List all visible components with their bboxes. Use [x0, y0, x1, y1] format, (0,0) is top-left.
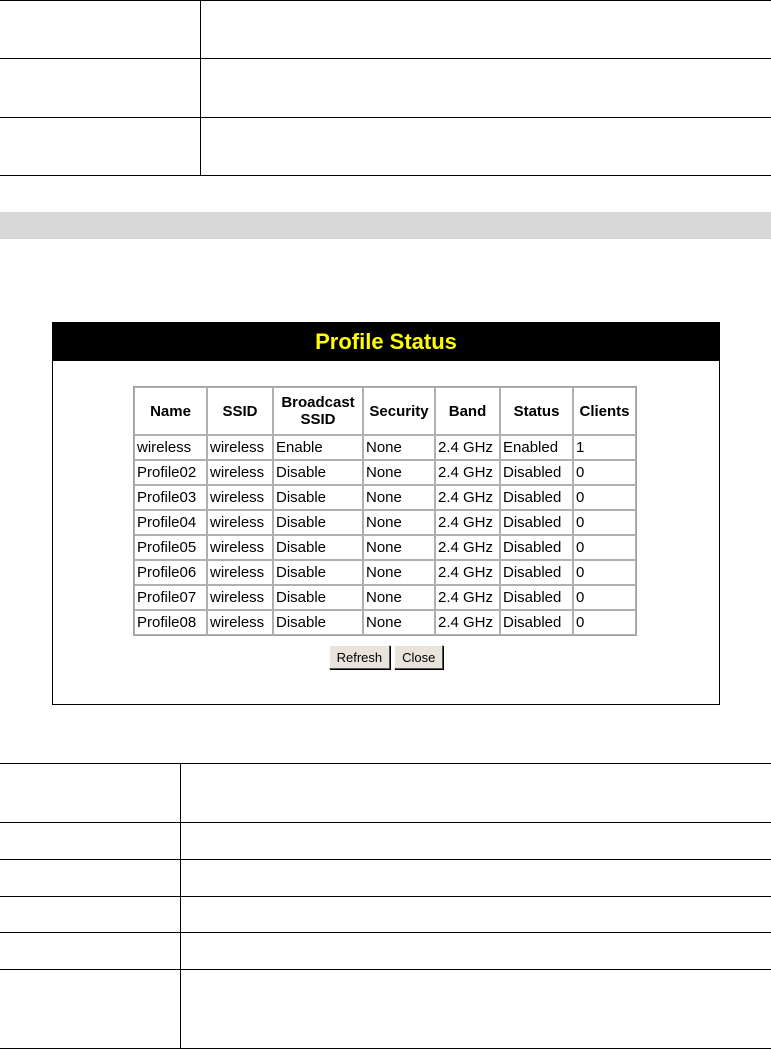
cell-broadcast-ssid: Disable [273, 585, 363, 610]
cell-status: Disabled [500, 485, 573, 510]
cell-band: 2.4 GHz [435, 560, 500, 585]
cell-name: Profile02 [134, 460, 207, 485]
divider [0, 0, 771, 1]
cell-name: Profile07 [134, 585, 207, 610]
column-header-ssid: SSID [207, 387, 273, 435]
cell-broadcast-ssid: Disable [273, 560, 363, 585]
divider [0, 969, 771, 970]
cell-name: Profile06 [134, 560, 207, 585]
cell-security: None [363, 435, 435, 460]
cell-security: None [363, 510, 435, 535]
cell-broadcast-ssid: Disable [273, 610, 363, 635]
divider [0, 896, 771, 897]
cell-band: 2.4 GHz [435, 610, 500, 635]
cell-status: Disabled [500, 535, 573, 560]
cell-band: 2.4 GHz [435, 585, 500, 610]
cell-security: None [363, 560, 435, 585]
column-header-name: Name [134, 387, 207, 435]
cell-ssid: wireless [207, 510, 273, 535]
cell-broadcast-ssid: Disable [273, 460, 363, 485]
column-header-status: Status [500, 387, 573, 435]
column-divider [180, 763, 181, 1049]
cell-status: Disabled [500, 610, 573, 635]
cell-band: 2.4 GHz [435, 535, 500, 560]
cell-name: Profile05 [134, 535, 207, 560]
cell-clients: 0 [573, 610, 636, 635]
close-button[interactable]: Close [394, 645, 443, 669]
table-row [134, 485, 636, 510]
table-row [134, 460, 636, 485]
cell-ssid: wireless [207, 585, 273, 610]
cell-band: 2.4 GHz [435, 460, 500, 485]
column-header-security: Security [363, 387, 435, 435]
cell-broadcast-ssid: Disable [273, 485, 363, 510]
table-header-row [134, 387, 636, 435]
cell-name: Profile03 [134, 485, 207, 510]
table-row [134, 585, 636, 610]
cell-ssid: wireless [207, 435, 273, 460]
cell-security: None [363, 535, 435, 560]
cell-status: Disabled [500, 560, 573, 585]
cell-status: Disabled [500, 510, 573, 535]
profile-status-table [133, 386, 637, 636]
cell-clients: 0 [573, 510, 636, 535]
cell-broadcast-ssid: Disable [273, 510, 363, 535]
cell-ssid: wireless [207, 485, 273, 510]
column-divider [200, 0, 201, 176]
cell-band: 2.4 GHz [435, 510, 500, 535]
table-row [134, 610, 636, 635]
divider [0, 859, 771, 860]
cell-ssid: wireless [207, 535, 273, 560]
table-row [134, 510, 636, 535]
column-header-broadcast-ssid [273, 387, 363, 435]
divider [0, 822, 771, 823]
profile-status-panel [52, 322, 720, 705]
divider [0, 117, 771, 118]
cell-clients: 0 [573, 585, 636, 610]
table-row [134, 535, 636, 560]
cell-name: wireless [134, 435, 207, 460]
column-header-band: Band [435, 387, 500, 435]
cell-status: Enabled [500, 435, 573, 460]
button-row [53, 645, 719, 669]
cell-band: 2.4 GHz [435, 485, 500, 510]
panel-title: Profile Status [315, 329, 457, 354]
cell-security: None [363, 610, 435, 635]
cell-ssid: wireless [207, 560, 273, 585]
cell-clients: 0 [573, 560, 636, 585]
section-bar [0, 212, 771, 239]
cell-clients: 0 [573, 485, 636, 510]
cell-status: Disabled [500, 585, 573, 610]
divider [0, 1048, 771, 1049]
cell-ssid: wireless [207, 460, 273, 485]
divider [0, 763, 771, 764]
table-row [134, 560, 636, 585]
cell-status: Disabled [500, 460, 573, 485]
table-row [134, 435, 636, 460]
divider [0, 175, 771, 176]
panel-header [53, 323, 719, 361]
cell-security: None [363, 485, 435, 510]
divider [0, 58, 771, 59]
cell-clients: 0 [573, 460, 636, 485]
cell-clients: 1 [573, 435, 636, 460]
refresh-button[interactable]: Refresh [329, 645, 391, 669]
cell-broadcast-ssid: Disable [273, 535, 363, 560]
broadcast-ssid-label: Broadcast SSID [281, 394, 355, 428]
cell-security: None [363, 585, 435, 610]
cell-name: Profile08 [134, 610, 207, 635]
divider [0, 932, 771, 933]
cell-ssid: wireless [207, 610, 273, 635]
cell-band: 2.4 GHz [435, 435, 500, 460]
cell-security: None [363, 460, 435, 485]
cell-broadcast-ssid: Enable [273, 435, 363, 460]
column-header-clients: Clients [573, 387, 636, 435]
cell-name: Profile04 [134, 510, 207, 535]
cell-clients: 0 [573, 535, 636, 560]
